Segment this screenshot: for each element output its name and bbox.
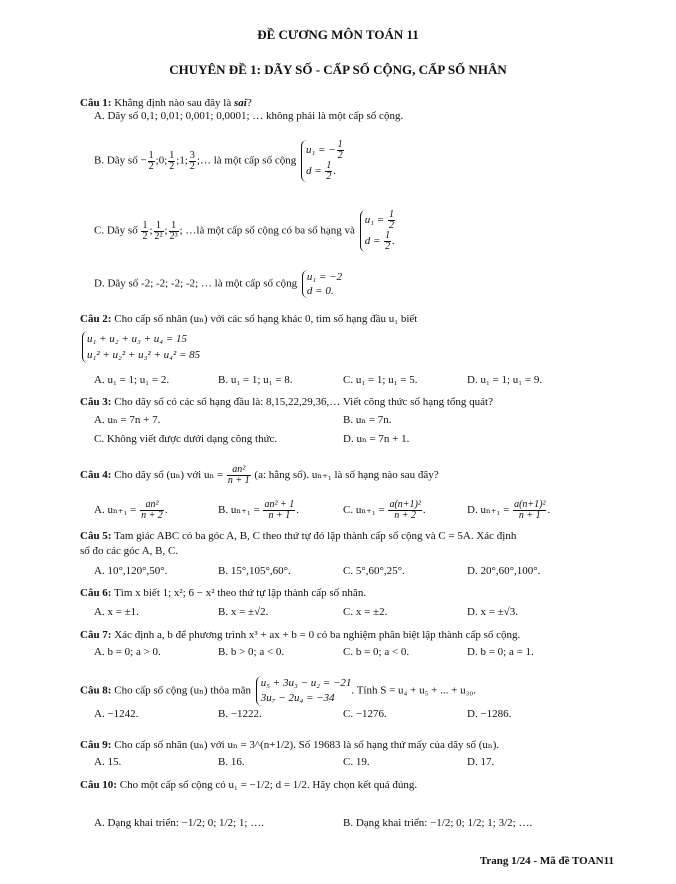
- q4-option-c: C. uₙ₊₁ = $\frac{\text{a(n+1)²}}{n + 2}$ .: [343, 499, 426, 521]
- q9-option-c: C. 19.: [343, 756, 370, 768]
- q2-system: u₁ + u₂ + u₃ + u₄ = 15 u₁² + u₂² + u₃² + u₄² = 85: [80, 331, 200, 363]
- q1-label: Câu 1:: [80, 97, 112, 109]
- document-title: ĐỀ CƯƠNG MÔN TOÁN 11: [257, 27, 419, 42]
- q10-stem: Câu 10: Cho một cấp số cộng có u₁ = −1/2; d = 1/2. Hãy chọn kết quả đúng.: [80, 779, 418, 791]
- q5-stem-line2: số đo các góc A, B, C.: [80, 545, 179, 557]
- q7-stem: Câu 7: Xác định a, b để phương trình x³ + ax + b = 0 có ba nghiệm phân biệt lập thành cấp số cộng.: [80, 629, 521, 641]
- q9-stem: Câu 9: Cho cấp số nhân (uₙ) với uₙ = 3^(n+1/2). Số 19683 là số hạng thứ mấy của dãy số (uₙ).: [80, 739, 500, 751]
- q3-option-c: C. Không viết được dưới dạng công thức.: [94, 433, 278, 445]
- q4-option-a: A. uₙ₊₁ = $\frac{\text{an²}}{n + 2}$ .: [94, 499, 168, 521]
- q1-option-c: C. Dãy số $\frac{1}{2}$ ; $\frac{1}{\text{2²}}$ ; $\frac{1}{\text{2³}}$ ; …là một cấp số cộng có ba số hạng và u₁ = $\frac{1}{2}$ d = $\frac{1}{2}$ .: [94, 209, 395, 252]
- q5-option-b: B. 15°,105°,60°.: [218, 565, 291, 577]
- q8-option-d: D. −1286.: [467, 708, 512, 720]
- q6-option-a: A. x = ±1.: [94, 606, 139, 618]
- q4-option-d: D. uₙ₊₁ = $\frac{\text{a(n+1)²}}{n + 1}$ .: [467, 499, 551, 521]
- q2-option-c: C. u₁ = 1; u₁ = 5.: [343, 374, 418, 386]
- q2-option-d: D. u₁ = 1; u₁ = 9.: [467, 374, 543, 386]
- q2-option-b: B. u₁ = 1; u₁ = 8.: [218, 374, 293, 386]
- q3-option-d: D. uₙ = 7n + 1.: [343, 433, 410, 445]
- q1-option-b: B. Dãy số − $\frac{1}{2}$ ;0; $\frac{1}{2}$ ;1; $\frac{3}{2}$ ;… là một cấp số cộng u₁ = − $\frac{1}{2}$ d = $\frac{1}{2}$ .: [94, 139, 343, 182]
- q6-option-c: C. x = ±2.: [343, 606, 388, 618]
- q9-option-b: B. 16.: [218, 756, 245, 768]
- q7-option-d: D. b = 0; a = 1.: [467, 646, 534, 658]
- page-footer: Trang 1/24 - Mã đề TOAN11: [479, 855, 614, 867]
- q9-option-a: A. 15.: [94, 756, 122, 768]
- q5-option-c: C. 5°,60°,25°.: [343, 565, 405, 577]
- q8-stem: Câu 8: Cho cấp số cộng (uₙ) thỏa mãn u₅ + 3u₃ − u₂ = −21 3u₇ − 2u₄ = −34 . Tính S = u₄ + u₅ + ... + u₃₀.: [80, 677, 476, 704]
- q1-option-a: A. Dãy số 0,1; 0,01; 0,001; 0,0001; … không phải là một cấp số cộng.: [94, 110, 404, 122]
- q5-option-a: A. 10°,120°,50°.: [94, 565, 168, 577]
- q5-option-d: D. 20°,60°,100°.: [467, 565, 541, 577]
- q4-stem: Câu 4: Cho dãy số (uₙ) với uₙ = $\frac{\text{an²}}{n + 1}$ (a: hằng số). uₙ₊₁ là số hạng nào sau đây?: [80, 464, 439, 486]
- q5-stem-line1: Câu 5: Tam giác ABC có ba góc A, B, C theo thứ tự đó lập thành cấp số cộng và C = 5A. Xác định: [80, 530, 517, 542]
- q3-option-b: B. uₙ = 7n.: [343, 414, 392, 426]
- q8-option-b: B. −1222.: [218, 708, 262, 720]
- q10-option-a: A. Dạng khai triển: −1/2; 0; 1/2; 1; ….: [94, 817, 264, 829]
- q2-stem: Câu 2: Cho cấp số nhân (uₙ) với các số hạng khác 0, tìm số hạng đầu u₁ biết: [80, 313, 418, 325]
- q7-option-c: C. b = 0; a < 0.: [343, 646, 410, 658]
- q8-option-a: A. −1242.: [94, 708, 139, 720]
- chapter-title: CHUYÊN ĐỀ 1: DÃY SỐ - CẤP SỐ CỘNG, CẤP SỐ NHÂN: [169, 62, 507, 77]
- q6-stem: Câu 6: Tìm x biết 1; x²; 6 − x² theo thứ tự lập thành cấp số nhân.: [80, 587, 367, 599]
- q9-option-d: D. 17.: [467, 756, 495, 768]
- q4-option-b: B. uₙ₊₁ = $\frac{\text{an² + 1}}{n + 1}$ .: [218, 499, 299, 521]
- q7-option-a: A. b = 0; a > 0.: [94, 646, 161, 658]
- q3-stem: Câu 3: Cho dãy số có các số hạng đầu là: 8,15,22,29,36,… Viết công thức số hạng tổng quát?: [80, 396, 493, 408]
- q2-option-a: A. u₁ = 1; u₁ = 2.: [94, 374, 170, 386]
- q8-option-c: C. −1276.: [343, 708, 387, 720]
- q1-option-d: D. Dãy số -2; -2; -2; -2; … là một cấp số cộng u₁ = −2 d = 0.: [94, 271, 343, 297]
- q10-option-b: B. Dạng khai triển: −1/2; 0; 1/2; 1; 3/2; ….: [343, 817, 533, 829]
- q6-option-d: D. x = ±√3.: [467, 606, 518, 618]
- q6-option-b: B. x = ±√2.: [218, 606, 269, 618]
- q7-option-b: B. b > 0; a < 0.: [218, 646, 285, 658]
- q1-stem: Câu 1: Khẳng định nào sau đây là sai?: [80, 97, 252, 109]
- q3-option-a: A. uₙ = 7n + 7.: [94, 414, 161, 426]
